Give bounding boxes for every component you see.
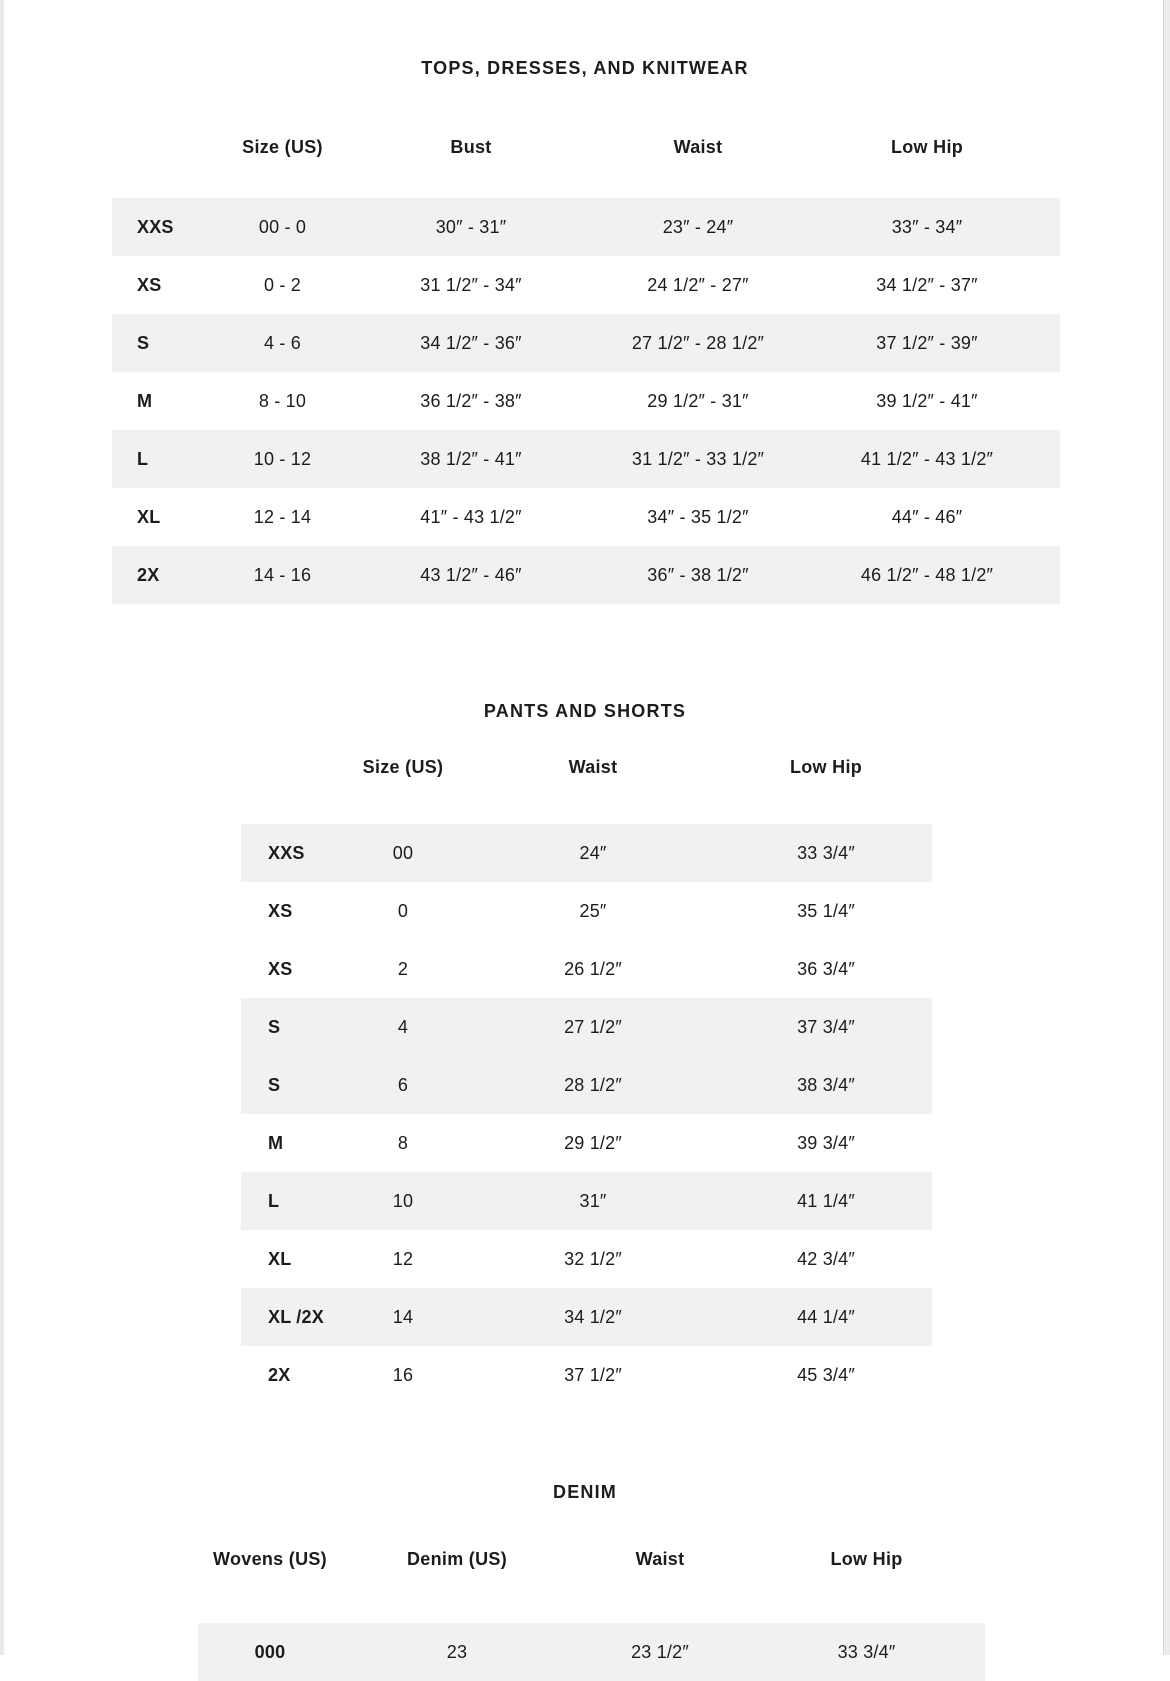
measurement-value: 10 - 12 [253,448,312,469]
table-row [112,546,1060,604]
measurement-value: 27 1/2″ - 28 1/2″ [631,332,765,353]
measurement-value: 37 1/2″ - 39″ [876,332,978,353]
measurement-value: 24 1/2″ - 27″ [647,274,749,295]
table-row [241,1114,932,1172]
column-header: Low Hip [789,757,863,777]
measurement-value: 41 1/2″ - 43 1/2″ [860,448,994,469]
measurement-value: 44 1/4″ [797,1306,855,1327]
measurement-value: 38 1/2″ - 41″ [420,448,522,469]
measurement-value: 36 1/2″ - 38″ [420,390,522,411]
measurement-value: 31 1/2″ - 34″ [420,274,522,295]
measurement-value: 29 1/2″ [564,1132,622,1153]
measurement-value: 00 [392,842,414,863]
measurement-value: 32 1/2″ [564,1248,622,1269]
table-title-tops: TOPS, DRESSES, AND KNITWEAR [421,57,749,78]
column-header-empty [112,137,225,158]
measurement-value: 45 3/4″ [797,1364,855,1385]
size-label: S [137,332,150,353]
measurement-value: 39 3/4″ [797,1132,855,1153]
measurement-value: 29 1/2″ - 31″ [647,390,749,411]
column-header: Waist [673,137,723,157]
measurement-value: 26 1/2″ [564,958,622,979]
size-label: M [137,390,153,411]
measurement-value: 30″ - 31″ [435,216,507,237]
measurement-value: 33 3/4″ [837,1641,896,1662]
table-row [241,1288,932,1346]
measurement-value: 42 3/4″ [797,1248,855,1269]
size-label: M [268,1132,284,1153]
measurement-value: 2 [397,958,409,979]
measurement-value: 4 [397,1016,409,1037]
size-label: XL [268,1248,292,1269]
table-row [198,1623,985,1681]
column-header: Size (US) [362,757,444,777]
table-row [112,198,1060,256]
table-body-pants [241,824,932,1404]
table-body-denim [198,1623,985,1681]
measurement-value: 44″ - 46″ [891,506,963,527]
table-row [112,430,1060,488]
measurement-value: 6 [397,1074,409,1095]
table-body-tops [112,198,1060,604]
measurement-value: 14 - 16 [253,564,312,585]
table-row [241,940,932,998]
column-header: Waist [568,757,618,777]
size-label: 2X [268,1364,291,1385]
table-title-denim: DENIM [553,1481,617,1502]
size-label: 2X [137,564,160,585]
size-label: L [137,448,149,469]
measurement-value: 12 [392,1248,414,1269]
table-row [112,256,1060,314]
column-header: Low Hip [830,1549,903,1569]
page-edge-right [1163,0,1170,1655]
size-label: 000 [254,1641,286,1662]
measurement-value: 8 - 10 [258,390,307,411]
measurement-value: 38 3/4″ [797,1074,855,1095]
measurement-value: 10 [392,1190,414,1211]
column-header: Wovens (US) [213,1549,327,1569]
measurement-value: 0 [397,900,409,921]
measurement-value: 27 1/2″ [564,1016,622,1037]
table-header-denim [198,1549,985,1570]
size-label: XXS [268,842,305,863]
table-header-tops [112,137,1060,158]
table-title-pants: PANTS AND SHORTS [483,700,687,721]
measurement-value: 8 [397,1132,409,1153]
measurement-value: 36″ - 38 1/2″ [647,564,749,585]
table-header-pants [241,757,932,778]
measurement-value: 4 - 6 [263,332,302,353]
measurement-value: 31 1/2″ - 33 1/2″ [631,448,765,469]
table-row [241,1230,932,1288]
measurement-value: 14 [392,1306,414,1327]
measurement-value: 41″ - 43 1/2″ [420,506,522,527]
measurement-value: 31″ [579,1190,607,1211]
table-row [241,824,932,882]
measurement-value: 00 - 0 [258,216,307,237]
measurement-value: 37 1/2″ [564,1364,622,1385]
size-label: XS [268,958,293,979]
measurement-value: 33″ - 34″ [891,216,963,237]
measurement-value: 35 1/4″ [797,900,855,921]
table-row [241,1172,932,1230]
column-header: Waist [635,1549,685,1569]
measurement-value: 24″ [579,842,607,863]
measurement-value: 43 1/2″ - 46″ [420,564,522,585]
column-header: Bust [450,137,492,157]
measurement-value: 23 [446,1641,468,1662]
column-header: Low Hip [890,137,964,157]
measurement-value: 46 1/2″ - 48 1/2″ [860,564,994,585]
measurement-value: 0 - 2 [263,274,302,295]
table-row [241,1346,932,1404]
size-label: S [268,1016,281,1037]
size-label: XS [137,274,162,295]
table-row [241,882,932,940]
size-label: XXS [137,216,174,237]
measurement-value: 16 [392,1364,414,1385]
measurement-value: 36 3/4″ [797,958,855,979]
column-header: Size (US) [242,137,323,157]
measurement-value: 23″ - 24″ [662,216,734,237]
table-row [112,314,1060,372]
size-label: L [268,1190,280,1211]
measurement-value: 34 1/2″ - 36″ [420,332,522,353]
measurement-value: 25″ [579,900,607,921]
measurement-value: 34 1/2″ - 37″ [876,274,978,295]
table-row [112,488,1060,546]
measurement-value: 28 1/2″ [564,1074,622,1095]
measurement-value: 12 - 14 [253,506,312,527]
measurement-value: 23 1/2″ [631,1641,689,1662]
column-header-empty [241,757,340,778]
table-row [241,998,932,1056]
table-row [241,1056,932,1114]
table-row [112,372,1060,430]
page-edge-left [0,0,4,1655]
measurement-value: 41 1/4″ [797,1190,855,1211]
size-label: XS [268,900,293,921]
measurement-value: 34 1/2″ [564,1306,622,1327]
column-header: Denim (US) [406,1549,507,1569]
measurement-value: 39 1/2″ - 41″ [876,390,978,411]
measurement-value: 34″ - 35 1/2″ [647,506,749,527]
size-label: XL [137,506,161,527]
size-label: XL /2X [268,1306,324,1327]
size-label: S [268,1074,281,1095]
measurement-value: 37 3/4″ [797,1016,855,1037]
measurement-value: 33 3/4″ [797,842,855,863]
